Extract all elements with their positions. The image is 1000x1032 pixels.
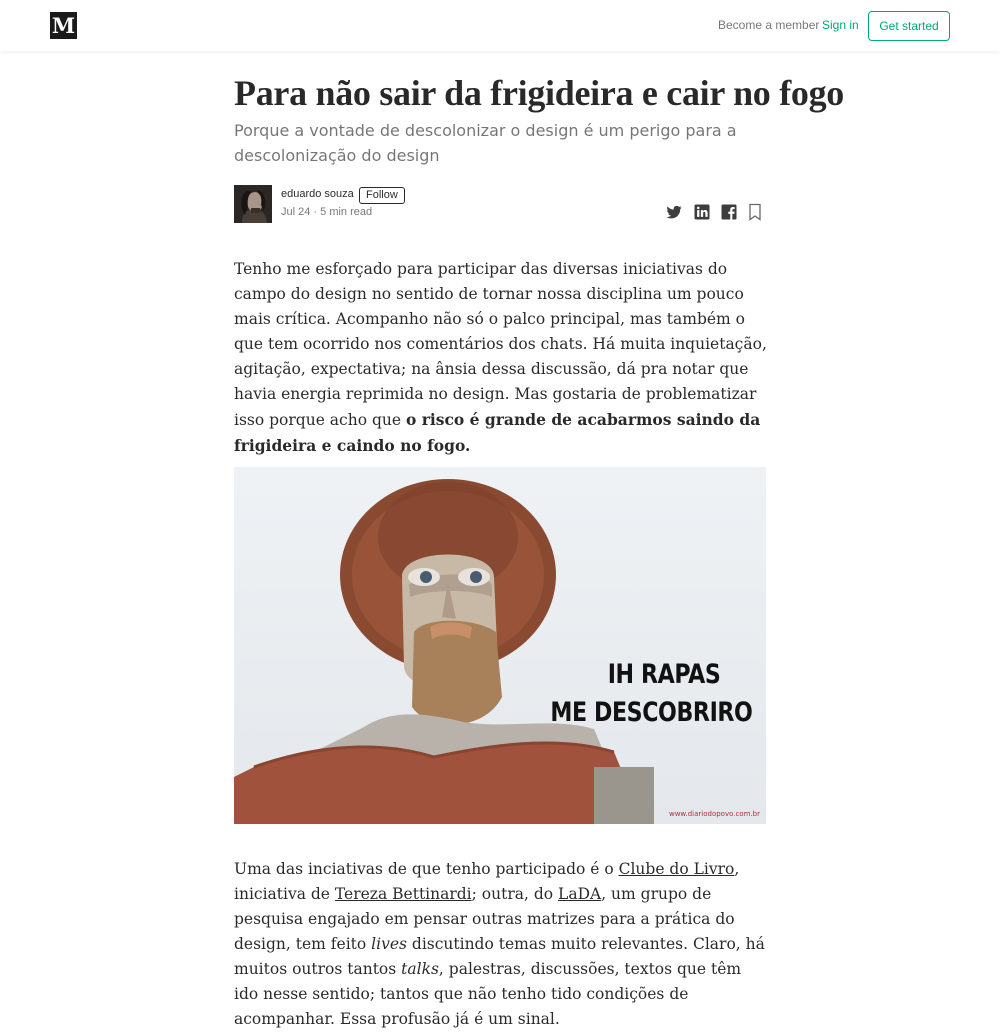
twitter-icon[interactable] <box>665 203 683 221</box>
follow-button[interactable]: Follow <box>359 187 405 204</box>
linkedin-icon[interactable] <box>693 203 711 221</box>
figure-caption-line-1: IH RAPAS <box>607 659 720 690</box>
facebook-icon[interactable] <box>720 203 738 221</box>
p2-italic-lives: lives <box>371 935 407 953</box>
p2-text-b: , iniciativa de <box>234 860 740 903</box>
get-started-button[interactable]: Get started <box>868 11 950 41</box>
read-time: 5 min read <box>320 206 373 218</box>
article-paragraph-2 <box>234 857 768 1032</box>
p2-text-f: , palestras, discussões, textos que têm ido nesse sentido; tantos que não tenho tido condições de acompanhar. Essa profusão já é um sinal. <box>234 960 742 1028</box>
sign-in-link[interactable]: Sign in <box>822 18 859 32</box>
become-member-link[interactable]: Become a member <box>718 18 820 32</box>
figure-caption-line-2: ME DESCOBRIRO <box>549 697 752 728</box>
clube-do-livro-link[interactable]: Clube do Livro <box>618 860 735 878</box>
top-navigation-bar <box>0 0 1000 51</box>
article-paragraph-1 <box>234 257 768 459</box>
figure-watermark: www.diariodopovo.com.br <box>668 810 760 818</box>
p2-text-a: Uma das inciativas de que tenho participado é o <box>234 860 619 878</box>
lada-link[interactable]: LaDA <box>558 885 602 903</box>
article-subtitle: Porque a vontade de descolonizar o design é um perigo para a descolonização do design <box>234 121 737 165</box>
p2-text-c: ; outra, do <box>471 885 559 903</box>
article-title: Para não sair da frigideira e cair no fogo <box>234 73 845 113</box>
meta-separator: · <box>313 206 321 218</box>
publish-date: Jul 24 <box>281 206 311 218</box>
tereza-bettinardi-link[interactable]: Tereza Bettinardi <box>334 885 472 903</box>
medium-logo[interactable]: M <box>51 13 76 38</box>
p2-italic-talks: talks <box>401 960 439 978</box>
bookmark-icon[interactable] <box>748 203 762 221</box>
article-figure[interactable] <box>234 467 766 824</box>
author-avatar[interactable] <box>234 185 272 223</box>
author-name[interactable]: eduardo souza <box>281 188 354 200</box>
paragraph-1-bold-text: o risco é grande de acabarmos saindo da frigideira e caindo no fogo. <box>234 410 761 455</box>
p2-text-e: discutindo temas muito relevantes. Claro, há muitos outros tantos <box>234 935 765 978</box>
paragraph-1-text: Tenho me esforçado para participar das diversas iniciativas do campo do design no sentido de tornar nossa disciplina um pouco mais crítica. Acompanho não só o palco principal, mas também o que tem ocorrido nos comentários dos chats. Há muita inquietação, agitação, expectativa; na ânsia dessa discussão, dá pra notar que havia energia reprimida no design. Mas gostaria de problematizar isso porque acho que <box>234 260 767 429</box>
p2-text-d: , um grupo de pesquisa engajado em pensar outras matrizes para a prática do design, tem feito <box>234 885 735 953</box>
article-meta <box>281 206 372 218</box>
